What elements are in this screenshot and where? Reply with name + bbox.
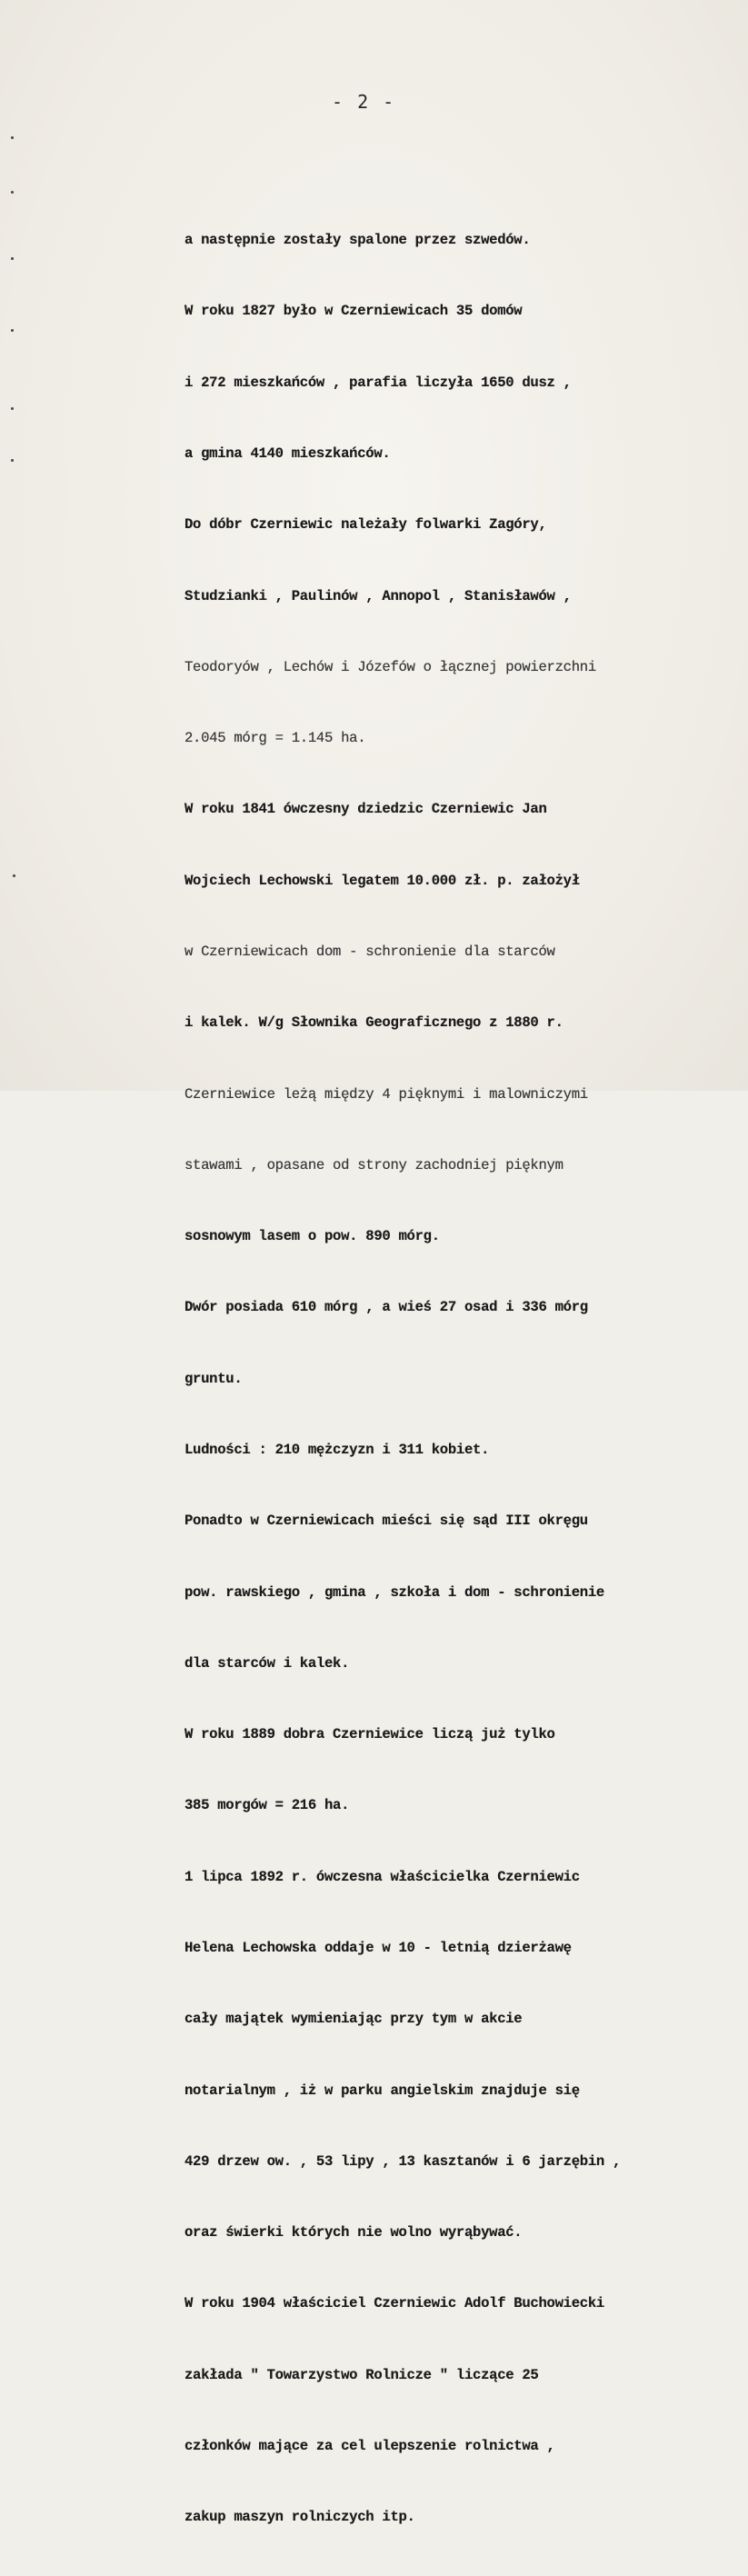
text-line: notarialnym , iż w parku angielskim znajduje się <box>185 2082 580 2099</box>
paper-speck <box>11 407 14 410</box>
paper-speck <box>11 329 14 332</box>
text-line: gruntu. <box>185 1370 243 1387</box>
paper-speck <box>11 191 14 194</box>
text-line: Teodoryów , Lechów i Józefów o łącznej powierzchni <box>185 658 596 675</box>
text-line: W roku 1904 właściciel Czerniewic Adolf Buchowiecki <box>185 2295 604 2312</box>
text-line: i kalek. W/g Słownika Geograficznego z 1880 r. <box>185 1014 563 1032</box>
text-line: W roku 1841 ówczesny dziedzic Czerniewic Jan <box>185 801 547 818</box>
text-line: Czerniewice leżą między 4 pięknymi i malowniczymi <box>185 1085 588 1103</box>
text-line: zakup maszyn rolniczych itp. <box>185 2509 415 2526</box>
text-line: członków mające za cel ulepszenie rolnictwa , <box>185 2437 555 2454</box>
text-line: Dwór posiada 610 mórg , a wieś 27 osad i 336 mórg <box>185 1299 588 1316</box>
text-line: 2.045 mórg = 1.145 ha. <box>185 730 366 747</box>
text-line: zakłada " Towarzystwo Rolnicze " liczące 25 <box>185 2366 539 2383</box>
text-line: 429 drzew ow. , 53 lipy , 13 kasztanów i 6 jarzębin , <box>185 2152 622 2170</box>
text-line: 1 lipca 1892 r. ówczesna właścicielka Czerniewic <box>185 1868 580 1885</box>
text-line: a następnie zostały spalone przez szwedów. <box>185 232 531 249</box>
paper-speck <box>11 459 14 462</box>
paper-speck <box>11 136 14 139</box>
text-line: 385 morgów = 216 ha. <box>185 1797 350 1814</box>
text-line: dla starców i kalek. <box>185 1654 350 1672</box>
text-line: w Czerniewicach dom - schronienie dla starców <box>185 944 555 960</box>
text-line: W roku 1827 było w Czerniewicach 35 domów <box>185 303 523 320</box>
text-line: Studzianki , Paulinów , Annopol , Stanisławów , <box>185 587 572 604</box>
text-line: pow. rawskiego , gmina , szkoła i dom - schronienie <box>185 1583 604 1601</box>
text-line: oraz świerki których nie wolno wyrąbywać. <box>185 2224 523 2242</box>
text-line: sosnowym lasem o pow. 890 mórg. <box>185 1228 440 1245</box>
text-line: Ponadto w Czerniewicach mieści się sąd III okręgu <box>185 1513 588 1530</box>
text-line: W roku 1889 dobra Czerniewice liczą już tylko <box>185 1726 555 1743</box>
text-line: stawami , opasane od strony zachodniej pięknym <box>185 1156 563 1173</box>
text-line: Do dóbr Czerniewic należały folwarki Zagóry, <box>185 516 547 534</box>
page-number: - 2 - <box>332 91 396 113</box>
paper-speck <box>11 257 14 260</box>
text-line: Helena Lechowska oddaje w 10 - letnią dzierżawę <box>185 1939 572 1956</box>
typed-text-body <box>185 181 730 2576</box>
text-line: cały majątek wymieniając przy tym w akcie <box>185 2011 523 2028</box>
text-line: a gmina 4140 mieszkańców. <box>185 445 391 463</box>
text-line: Wojciech Lechowski legatem 10.000 zł. p. założył <box>185 872 580 889</box>
paper-speck <box>13 874 15 877</box>
text-line: i 272 mieszkańców , parafia liczyła 1650 dusz , <box>185 374 572 391</box>
text-line: Ludności : 210 mężczyzn i 311 kobiet. <box>185 1441 490 1458</box>
